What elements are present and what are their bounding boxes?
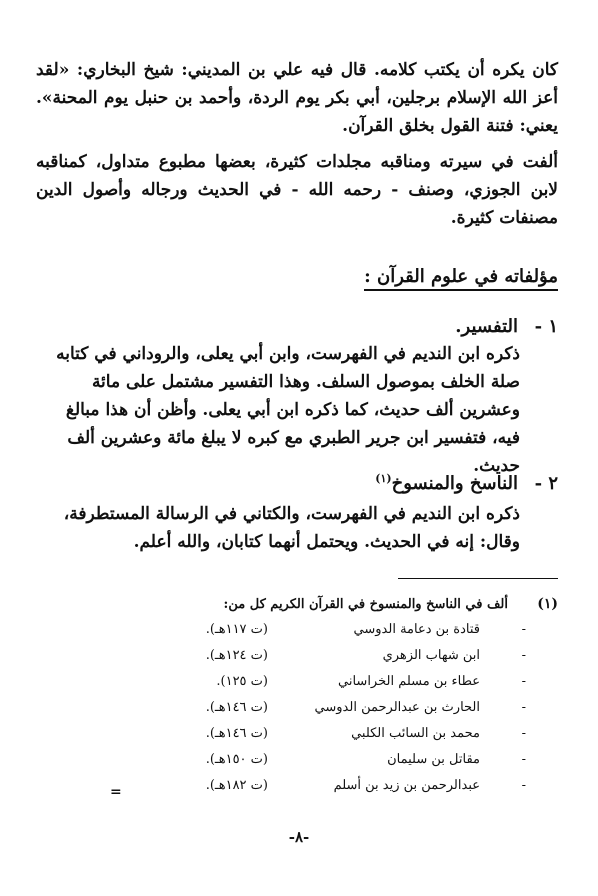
item-2-body: ذكره ابن النديم في الفهرست، والكتاني في الرسالة المستطرفة، وقال: إنه في الحديث. ويحتمل أنهما كتابان، والله أعلم. (63, 504, 520, 552)
entry-dash: - (521, 622, 526, 637)
footnote-entry (0, 648, 598, 674)
entry-date: (ت ١٤٦هـ). (205, 726, 268, 741)
intro-paragraph-1: كان يكره أن يكتب كلامه. قال فيه علي بن المديني: شيخ البخاري: «لقد أعز الله الإسلام برجلين، أبي بكر يوم الردة، وأحمد بن حنبل يوم المحنة». يعني: فتنة القول بخلق القرآن. (36, 60, 558, 136)
footnote-entry (0, 752, 598, 778)
entry-dash: - (521, 700, 526, 715)
entry-name: محمد بن السائب الكلبي (351, 726, 480, 741)
item-2-title: الناسخ والمنسوخ (391, 473, 518, 494)
entry-date: (ت ١٨٢هـ). (205, 778, 268, 793)
entry-dash: - (521, 674, 526, 689)
footnote-entry (0, 726, 598, 752)
entry-name: الحارث بن عبدالرحمن الدوسي (314, 700, 480, 715)
footnote-list (0, 622, 598, 804)
section-title-underline (364, 289, 558, 291)
entry-dash: - (521, 752, 526, 767)
footnote-entry (0, 674, 598, 700)
page-number: -٨- (288, 828, 310, 846)
entry-date: (ت ١١٧هـ). (205, 622, 268, 637)
item-1-title: التفسير. (455, 316, 518, 337)
entry-dash: - (521, 648, 526, 663)
footnote-continuation-mark: = (110, 784, 122, 800)
entry-date: (ت ١٢٤هـ). (205, 648, 268, 663)
intro-paragraph-2: ألفت في سيرته ومناقبه مجلدات كثيرة، بعضها مطبوع متداول، كمناقبه لابن الجوزي، وصنف - رحمه الله - في الحديث ورجاله وأصول الدين مصنفات كثيرة. (36, 152, 558, 228)
item-2-number: ٢ - (534, 473, 558, 494)
item-1-heading (455, 316, 558, 337)
entry-dash: - (521, 778, 526, 793)
footnote-marker: (١) (537, 596, 558, 612)
entry-date: (ت ١٤٦هـ). (205, 700, 268, 715)
footnote-entry (0, 622, 598, 648)
entry-name: ابن شهاب الزهري (382, 648, 480, 663)
footnote-separator (398, 578, 558, 579)
item-1-body: ذكره ابن النديم في الفهرست، وابن أبي يعلى، والروداني في كتابه صلة الخلف بموصول السلف. وهذا التفسير مشتمل على مائة وعشرين ألف حديث، كما ذكره ابن أبي يعلى. وأظن أن هذا مبالغ فيه، فتفسير ابن جرير الطبري مع كبره لا يبلغ مائة وعشرين ألف حديث. (56, 344, 520, 476)
section-title-text: مؤلفاته في علوم القرآن : (364, 266, 558, 287)
entry-dash: - (521, 726, 526, 741)
entry-name: عطاء بن مسلم الخراساني (338, 674, 480, 689)
item-2-heading (375, 472, 558, 494)
section-title (364, 266, 558, 291)
entry-name: مقاتل بن سليمان (387, 752, 480, 767)
entry-date: (ت ١٢٥). (216, 674, 268, 689)
footnote-entry (0, 778, 598, 804)
footnote-entry (0, 700, 598, 726)
footnote-title: ألف في الناسخ والمنسوخ في القرآن الكريم كل من: (223, 597, 508, 612)
item-1-number: ١ - (534, 316, 558, 337)
entry-name: قتادة بن دعامة الدوسي (353, 622, 480, 637)
entry-date: (ت ١٥٠هـ). (205, 752, 268, 767)
entry-name: عبدالرحمن بن زيد بن أسلم (333, 778, 480, 793)
footnote-reference: (١) (375, 472, 392, 485)
